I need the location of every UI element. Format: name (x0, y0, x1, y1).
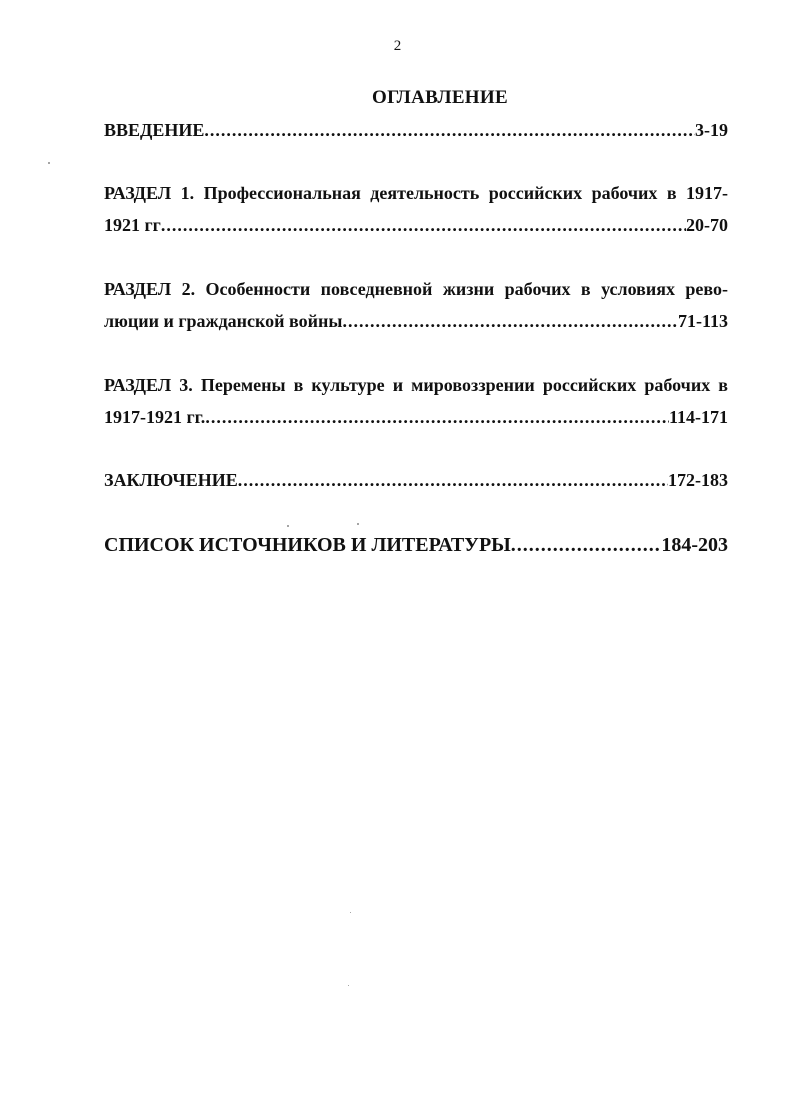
scan-speck (48, 162, 50, 164)
toc-entry-pages: 172-183 (668, 470, 728, 490)
toc-entry-section-2[interactable] (104, 273, 728, 337)
scan-speck (287, 525, 289, 527)
toc-entry-label: ВВЕДЕНИЕ (104, 120, 205, 140)
toc-entry-pages: 3-19 (695, 120, 728, 140)
toc-entry-label: РАЗДЕЛ 1. Профессиональная деятельность российских рабочих в 1917- (104, 183, 728, 203)
toc-entry-bibliography[interactable] (104, 529, 728, 561)
toc-entry-introduction[interactable] (104, 114, 728, 146)
toc-entry-label-continued: 1917-1921 гг. (104, 407, 206, 427)
scan-speck (357, 523, 359, 525)
toc-entry-pages: 20-70 (686, 215, 728, 235)
toc-entry-label-continued: 1921 гг (104, 215, 161, 235)
page-title: ОГЛАВЛЕНИЕ (372, 87, 508, 108)
toc-entry-line (104, 305, 728, 337)
dot-leader (342, 305, 678, 337)
toc-entry-line (104, 209, 728, 241)
toc-entry-line (104, 464, 728, 496)
dot-leader (205, 401, 669, 433)
toc-entry-label: РАЗДЕЛ 2. Особенности повседневной жизни рабочих в условиях рево- (104, 279, 728, 299)
toc-entry-pages: 184-203 (661, 534, 728, 556)
toc-entry-label: ЗАКЛЮЧЕНИЕ (104, 470, 238, 490)
toc-entry-label: СПИСОК ИСТОЧНИКОВ И ЛИТЕРАТУРЫ (104, 534, 511, 556)
toc-entry-line (104, 114, 728, 146)
toc-entry-line (104, 529, 728, 561)
toc-entry-pages: 71-113 (677, 311, 728, 331)
toc-entry-conclusion[interactable] (104, 464, 728, 496)
toc-entry-pages: 114-171 (668, 407, 728, 427)
page-number: 2 (393, 38, 402, 54)
toc-entry-section-1[interactable] (104, 177, 728, 241)
dot-leader (238, 464, 668, 496)
toc-entry-section-3[interactable] (104, 369, 728, 433)
dot-leader (161, 209, 686, 241)
toc-entry-label-continued: люции и гражданской войны (104, 311, 343, 331)
scan-speck (348, 985, 349, 986)
scan-speck (350, 912, 351, 913)
dot-leader (204, 114, 695, 146)
toc-entry-label: РАЗДЕЛ 3. Перемены в культуре и мировоззрении российских рабочих в (104, 375, 728, 395)
dot-leader (511, 529, 662, 561)
toc-entry-line (104, 401, 728, 433)
